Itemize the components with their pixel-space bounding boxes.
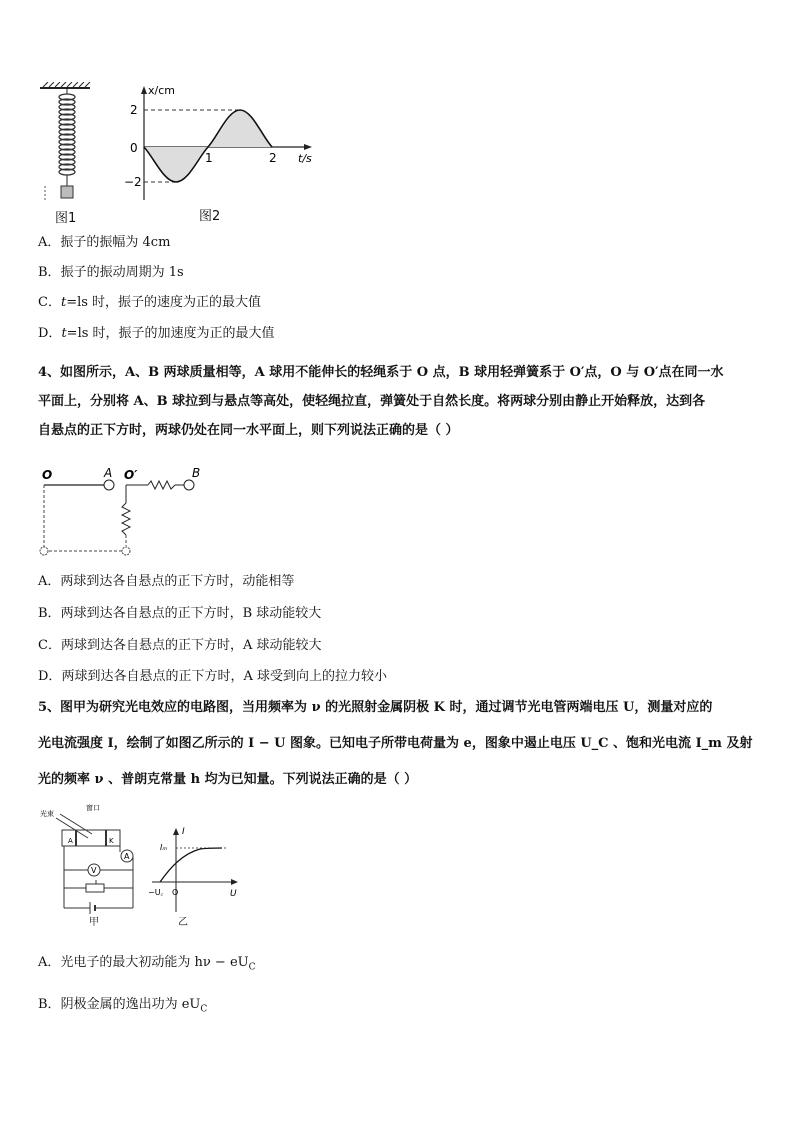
q3-option-b[interactable]: B．振子的振动周期为 1s: [38, 265, 184, 280]
voltmeter-label: V: [91, 866, 97, 875]
q4-option-a[interactable]: A．两球到达各自悬点的正下方时，动能相等: [38, 574, 295, 589]
q4-option-d[interactable]: D．两球到达各自悬点的正下方时，A 球受到向上的拉力较小: [38, 669, 387, 684]
q4-stem: [38, 358, 758, 445]
origin-label: O: [172, 888, 179, 897]
Im-label: Iₘ: [160, 843, 168, 852]
q4-stem-line: 4、如图所示，A、B 两球质量相等，A 球用不能伸长的轻绳系于 O 点，B 球用轻弹簧系于 O′点，O 与 O′点在同一水: [38, 365, 724, 380]
q3-option-d[interactable]: D．t=ls 时，振子的加速度为正的最大值: [38, 326, 275, 341]
figure-1-caption: 图1: [55, 211, 77, 226]
q5-option-a[interactable]: A．光电子的最大初动能为 $h\nu - eU_C$: [38, 955, 256, 973]
y-tick-0: 0: [130, 141, 138, 155]
window-label: 窗口: [86, 804, 100, 812]
q5-stem-line: 光的频率 ν 、普朗克常量 h 均为已知量。下列说法正确的是（ ）: [38, 772, 418, 787]
current-voltage-graph: [148, 820, 243, 920]
cathode-label: K: [109, 837, 114, 845]
ammeter-label: A: [124, 852, 130, 861]
pendulum-spring-figure: [36, 465, 206, 560]
spring-oscillator-figure: [35, 82, 95, 207]
label-O-prime: O′: [124, 468, 138, 482]
label-O: O: [42, 468, 53, 482]
U-axis-label: U: [230, 889, 237, 899]
q4-option-c[interactable]: C．两球到达各自悬点的正下方时，A 球动能较大: [38, 638, 322, 653]
figure-2-caption: 图2: [199, 209, 221, 224]
q4-option-b[interactable]: B．两球到达各自悬点的正下方时，B 球动能较大: [38, 606, 322, 621]
figure-yi-caption: 乙: [178, 917, 188, 928]
label-B: B: [192, 466, 201, 480]
figure-jia-caption: 甲: [89, 917, 99, 928]
y-tick-neg2: −2: [124, 175, 142, 189]
y-tick-2: 2: [130, 103, 138, 117]
x-tick-2: 2: [269, 151, 277, 165]
q5-stem-line: 5、图甲为研究光电效应的电路图，当用频率为 ν 的光照射金属阴极 K 时，通过调节光电管两端电压 U，测量对应的: [38, 700, 713, 715]
q3-option-a[interactable]: A．振子的振幅为 4cm: [38, 235, 171, 250]
q5-option-b[interactable]: B．阴极金属的逸出功为 $eU_C$: [38, 997, 208, 1015]
displacement-time-graph: [122, 82, 322, 207]
q5-stem: [38, 690, 758, 798]
q4-stem-line: 平面上，分别将 A、B 球拉到与悬点等高处，使轻绳拉直，弹簧处于自然长度。将两球分别由静止开始释放，达到各: [38, 394, 706, 409]
y-axis-label: x/cm: [148, 84, 175, 97]
x-tick-1: 1: [205, 151, 213, 165]
neg-Uc-label: −U꜀: [148, 888, 164, 897]
anode-label: A: [68, 837, 73, 845]
q4-stem-line: 自悬点的正下方时，两球仍处在同一水平面上，则下列说法正确的是（ ）: [38, 423, 459, 438]
I-axis-label: I: [182, 827, 185, 837]
q3-option-c[interactable]: C．t=ls 时，振子的速度为正的最大值: [38, 295, 262, 310]
light-label: 光束: [40, 810, 54, 818]
label-A: A: [104, 466, 113, 480]
x-axis-label: t/s: [298, 152, 312, 165]
q5-stem-line: 光电流强度 I，绘制了如图乙所示的 I − U 图象。已知电子所带电荷量为 e，图象中遏止电压 U_C 、饱和光电流 I_m 及射: [38, 736, 753, 751]
